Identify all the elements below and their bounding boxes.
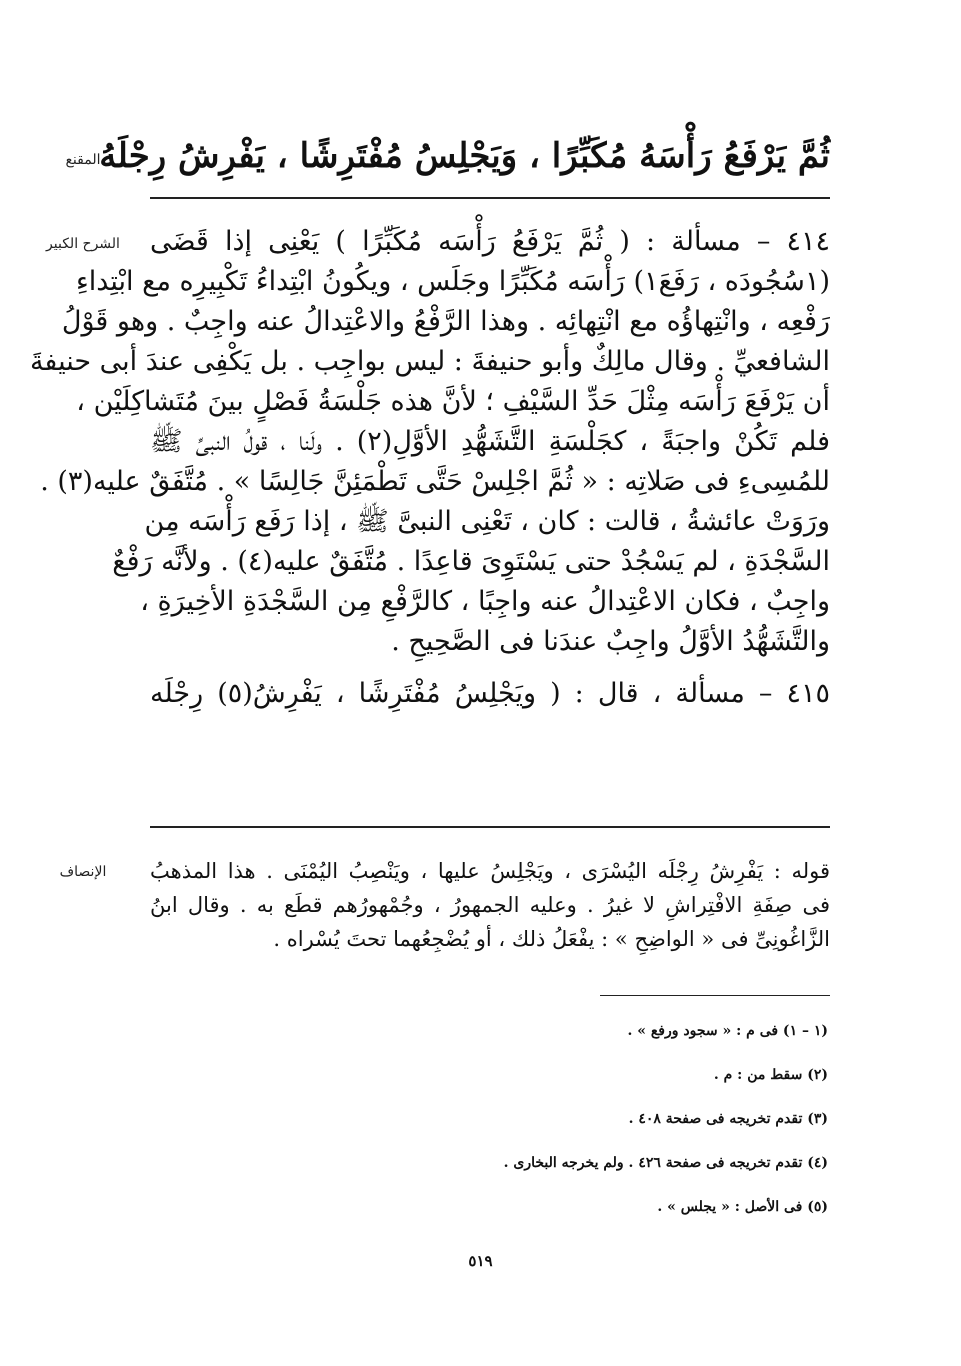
footnotes <box>200 1016 828 1222</box>
muqni-line: ثُمَّ يَرْفَعُ رَأْسَهُ مُكَبِّرًا ، وَيَجْلِسُ مُفْتَرِشًا ، يَفْرِشُ رِجْلَهُ <box>99 136 830 176</box>
insaf-text <box>150 854 830 956</box>
side-label-muqni: المقنع <box>65 152 101 168</box>
insaf-line: قوله : يَفْرِشُ رِجْلَه اليُسْرَى ، ويَجْلِسُ عليها ، ويَنْصِبُ اليُمْنَى . هذا المذهبُ <box>150 859 830 883</box>
footnote: (٢) سقط من : م . <box>713 1067 828 1083</box>
sharh-line: واجِبٌ ، فكان الاعْتِدالُ عنه واجِبًا ، كالرَّفْعِ مِن السَّجْدَةِ الأخِيرَةِ ، <box>140 586 830 617</box>
sharh-line: (١سُجُودَه ، رَفَعَ١) رَأْسَه مُكَبِّرًا وجَلَس ، ويكُونُ ابْتِداءُ تَكْبِيرِه مع ابْتِداءِ <box>76 266 830 297</box>
sharh-line: ورَوَتْ عائشةُ ، قالت : كان ، تَعْنِى النبىَّ ﷺ ، إذا رَفَع رَأْسَه مِن <box>144 506 830 537</box>
sharh-line: رَفْعِه ، وانْتِهاؤُه مع انْتِهائِه . وهذا الرَّفْعُ والاعْتِدالُ عنه واجِبٌ . وهو قَوْلُ <box>61 306 830 337</box>
footnote: (٣) تقدم تخريجه فى صفحة ٤٠٨ . <box>628 1111 828 1127</box>
muqni-text <box>99 126 830 186</box>
sharh-line: السَّجْدَةِ ، لم يَسْجُدْ حتى يَسْتَوِىَ قاعِدًا . مُتَّفَقٌ عليه(٤) . ولأنَّه رَفْعٌ <box>112 546 830 577</box>
sharh-line: ٤١٤ – مسألة : ( ثُمَّ يَرْفَعُ رَأْسَه مُكَبِّرًا ) يَعْنِى إذا قَضَى <box>150 226 830 257</box>
footnote: (٥) فى الأصل : « يجلس » . <box>657 1199 828 1215</box>
sharh-rule <box>150 826 830 828</box>
side-label-sharh: الشرح الكبير <box>46 236 120 252</box>
footnote: (١ – ١) فى م : « سجود ورفع » . <box>627 1023 828 1039</box>
insaf-line: فى صِفَةِ الافْتِراشِ لا غيرُ . وعليه الجمهورُ ، وجُمْهورُهم قطَع به . وقال ابنُ <box>150 893 830 917</box>
masala-415-line: ٤١٥ – مسألة ، قال : ( ويَجْلِسُ مُفْتَرِشًا ، يَفْرِشُ(٥) رِجْلَه <box>150 678 830 709</box>
sharh-line: أن يَرْفَعَ رَأْسَه مِثْلَ حَدِّ السَّيْفِ ؛ لأنَّ هذه جَلْسَةُ فَصْلٍ بينَ مُتَشاكِلَيْن ، <box>76 386 830 417</box>
page-number: ٥١٩ <box>468 1252 493 1270</box>
header-rule <box>150 197 830 199</box>
footnote: (٤) تقدم تخريجه فى صفحة ٤٢٦ . ولم يخرجه البخارى . <box>503 1155 828 1171</box>
side-label-insaf: الإنصاف <box>59 864 107 880</box>
sharh-line: للمُسِىءِ فى صَلاتِه : « ثُمَّ اجْلِسْ حَتَّى تَطْمَئِنَّ جَالِسًا » . مُتَّفَقٌ عليه(٣) . <box>40 466 830 497</box>
footnote-rule <box>600 995 830 996</box>
insaf-line: الزَّاغُونِىِّ فى « الواضِحِ » : يفْعَلُ ذلك ، أو يُضْجِعُهما تحتَ يُسْراه . <box>273 927 830 951</box>
sharh-line: والتَّشَهُّدُ الأوَّلُ واجِبٌ عندَنا فى الصَّحِيحِ . <box>391 626 830 657</box>
sharh-line: الشافعيِّ . وقال مالِكٌ وأبو حنيفةَ : ليس بواجِب . بل يَكْفِى عندَ أبى حنيفةَ <box>29 346 830 377</box>
sharh-line: فلم تَكُنْ واجبَةً ، كجَلْسَةِ التَّشَهُّدِ الأوَّلِ(٢) . ولَنا ، قولُ النبىِّ ﷺ <box>150 426 830 457</box>
